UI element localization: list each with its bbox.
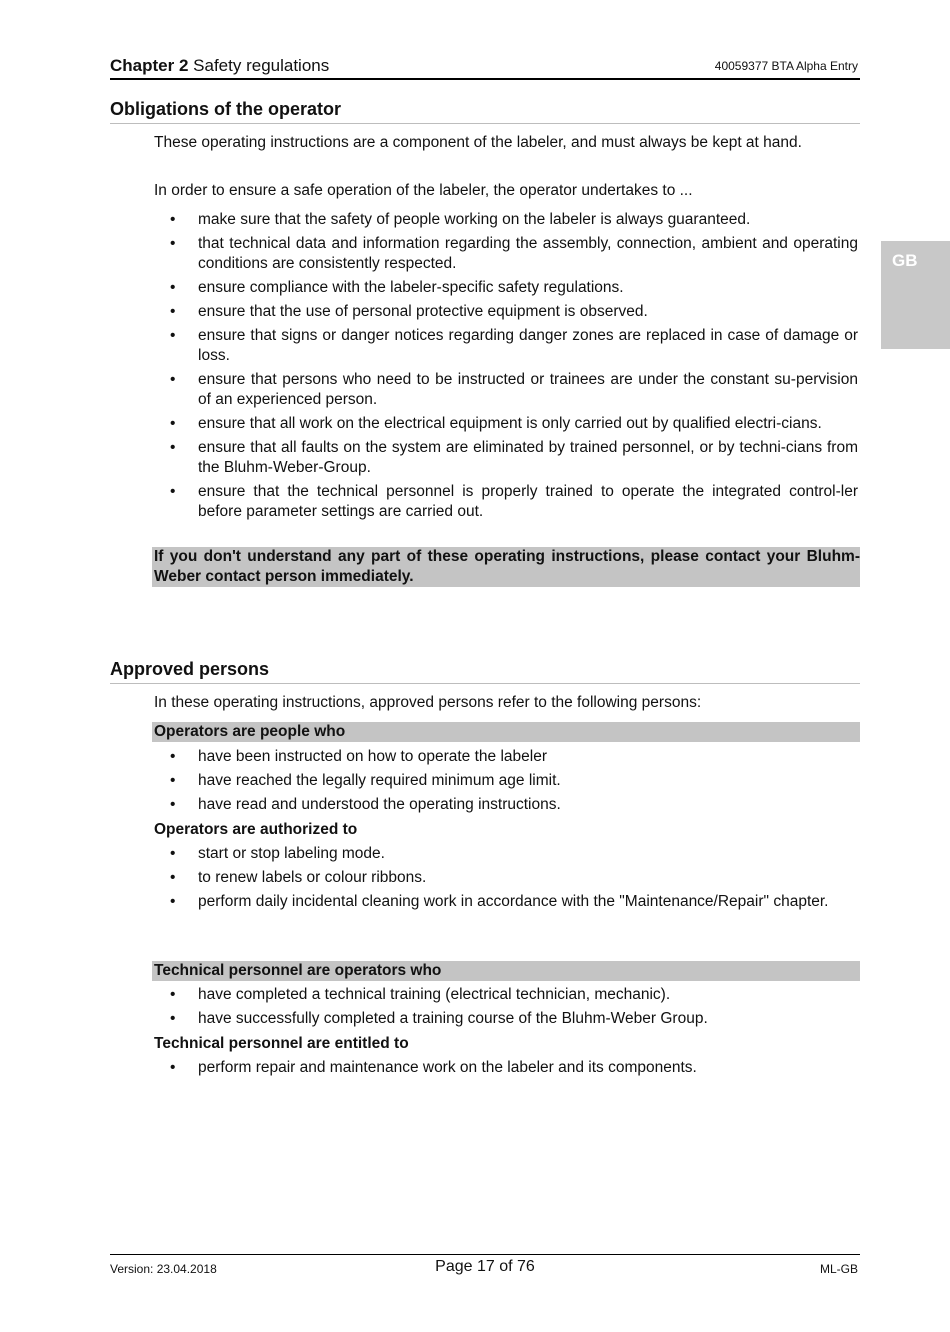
technical-personnel-list	[154, 985, 858, 1033]
obligations-intro-2: In order to ensure a safe operation of the labeler, the operator undertakes to ...	[154, 182, 693, 199]
language-tab-label: GB	[892, 251, 918, 270]
chapter-number: Chapter 2	[110, 56, 189, 75]
approved-intro: In these operating instructions, approved persons refer to the following persons:	[154, 694, 702, 711]
list-item: • ensure that all work on the electrical equipment is only carried out by qualified electri-cians.	[154, 414, 858, 434]
list-item: • to renew labels or colour ribbons.	[154, 868, 858, 888]
list-item: • ensure that persons who need to be instructed or trainees are under the constant su-pervision of an experienced person.	[154, 370, 858, 410]
list-item: • have completed a technical training (electrical technician, mechanic).	[154, 985, 858, 1005]
technical-personnel-heading: Technical personnel are operators who	[152, 961, 860, 981]
contact-notice: If you don't understand any part of these operating instructions, please contact your Bluhm-Weber contact person immediately.	[154, 548, 860, 585]
language-tab	[881, 241, 950, 349]
authorized-heading: Operators are authorized to	[154, 821, 358, 838]
list-item: • that technical data and information regarding the assembly, connection, ambient and operating conditions are consistently respected.	[154, 234, 858, 274]
list-item: • ensure that the use of personal protective equipment is observed.	[154, 302, 858, 322]
list-item: • make sure that the safety of people working on the labeler is always guaranteed.	[154, 210, 858, 230]
chapter-heading	[110, 56, 329, 76]
list-item: • ensure that all faults on the system are eliminated by trained personnel, or by techni-cians from the Bluhm-Weber-Group.	[154, 438, 858, 478]
obligations-intro-1: These operating instructions are a component of the labeler, and must always be kept at hand.	[154, 134, 802, 151]
page-number: Page 17 of 76	[435, 1258, 535, 1275]
list-item: • ensure compliance with the labeler-specific safety regulations.	[154, 278, 858, 298]
entitled-list	[154, 1058, 858, 1082]
section-title-obligations: Obligations of the operator	[110, 99, 860, 124]
operators-list	[154, 747, 858, 819]
document-code: ML-GB	[819, 1262, 858, 1276]
page-footer	[110, 1254, 860, 1285]
list-item: • have reached the legally required minimum age limit.	[154, 771, 858, 791]
authorized-list	[154, 844, 858, 916]
list-item: • perform daily incidental cleaning work in accordance with the "Maintenance/Repair" chapter.	[154, 892, 858, 912]
list-item: • start or stop labeling mode.	[154, 844, 858, 864]
section-title-approved: Approved persons	[110, 659, 860, 684]
list-item: • ensure that signs or danger notices regarding danger zones are replaced in case of damage or loss.	[154, 326, 858, 366]
list-item: • have been instructed on how to operate the labeler	[154, 747, 858, 767]
list-item: • have successfully completed a training course of the Bluhm-Weber Group.	[154, 1009, 858, 1029]
list-item: • ensure that the technical personnel is properly trained to operate the integrated control-ler before parameter settings are carried out.	[154, 482, 858, 522]
obligations-list	[154, 210, 858, 526]
chapter-title: Safety regulations	[193, 56, 330, 75]
document-id: 40059377 BTA Alpha Entry	[714, 59, 858, 73]
version-label: Version: 23.04.2018	[110, 1262, 217, 1276]
page-header	[110, 56, 860, 80]
list-item: • have read and understood the operating instructions.	[154, 795, 858, 815]
list-item: • perform repair and maintenance work on the labeler and its components.	[154, 1058, 858, 1078]
entitled-heading: Technical personnel are entitled to	[154, 1035, 409, 1052]
operators-heading: Operators are people who	[152, 722, 860, 742]
